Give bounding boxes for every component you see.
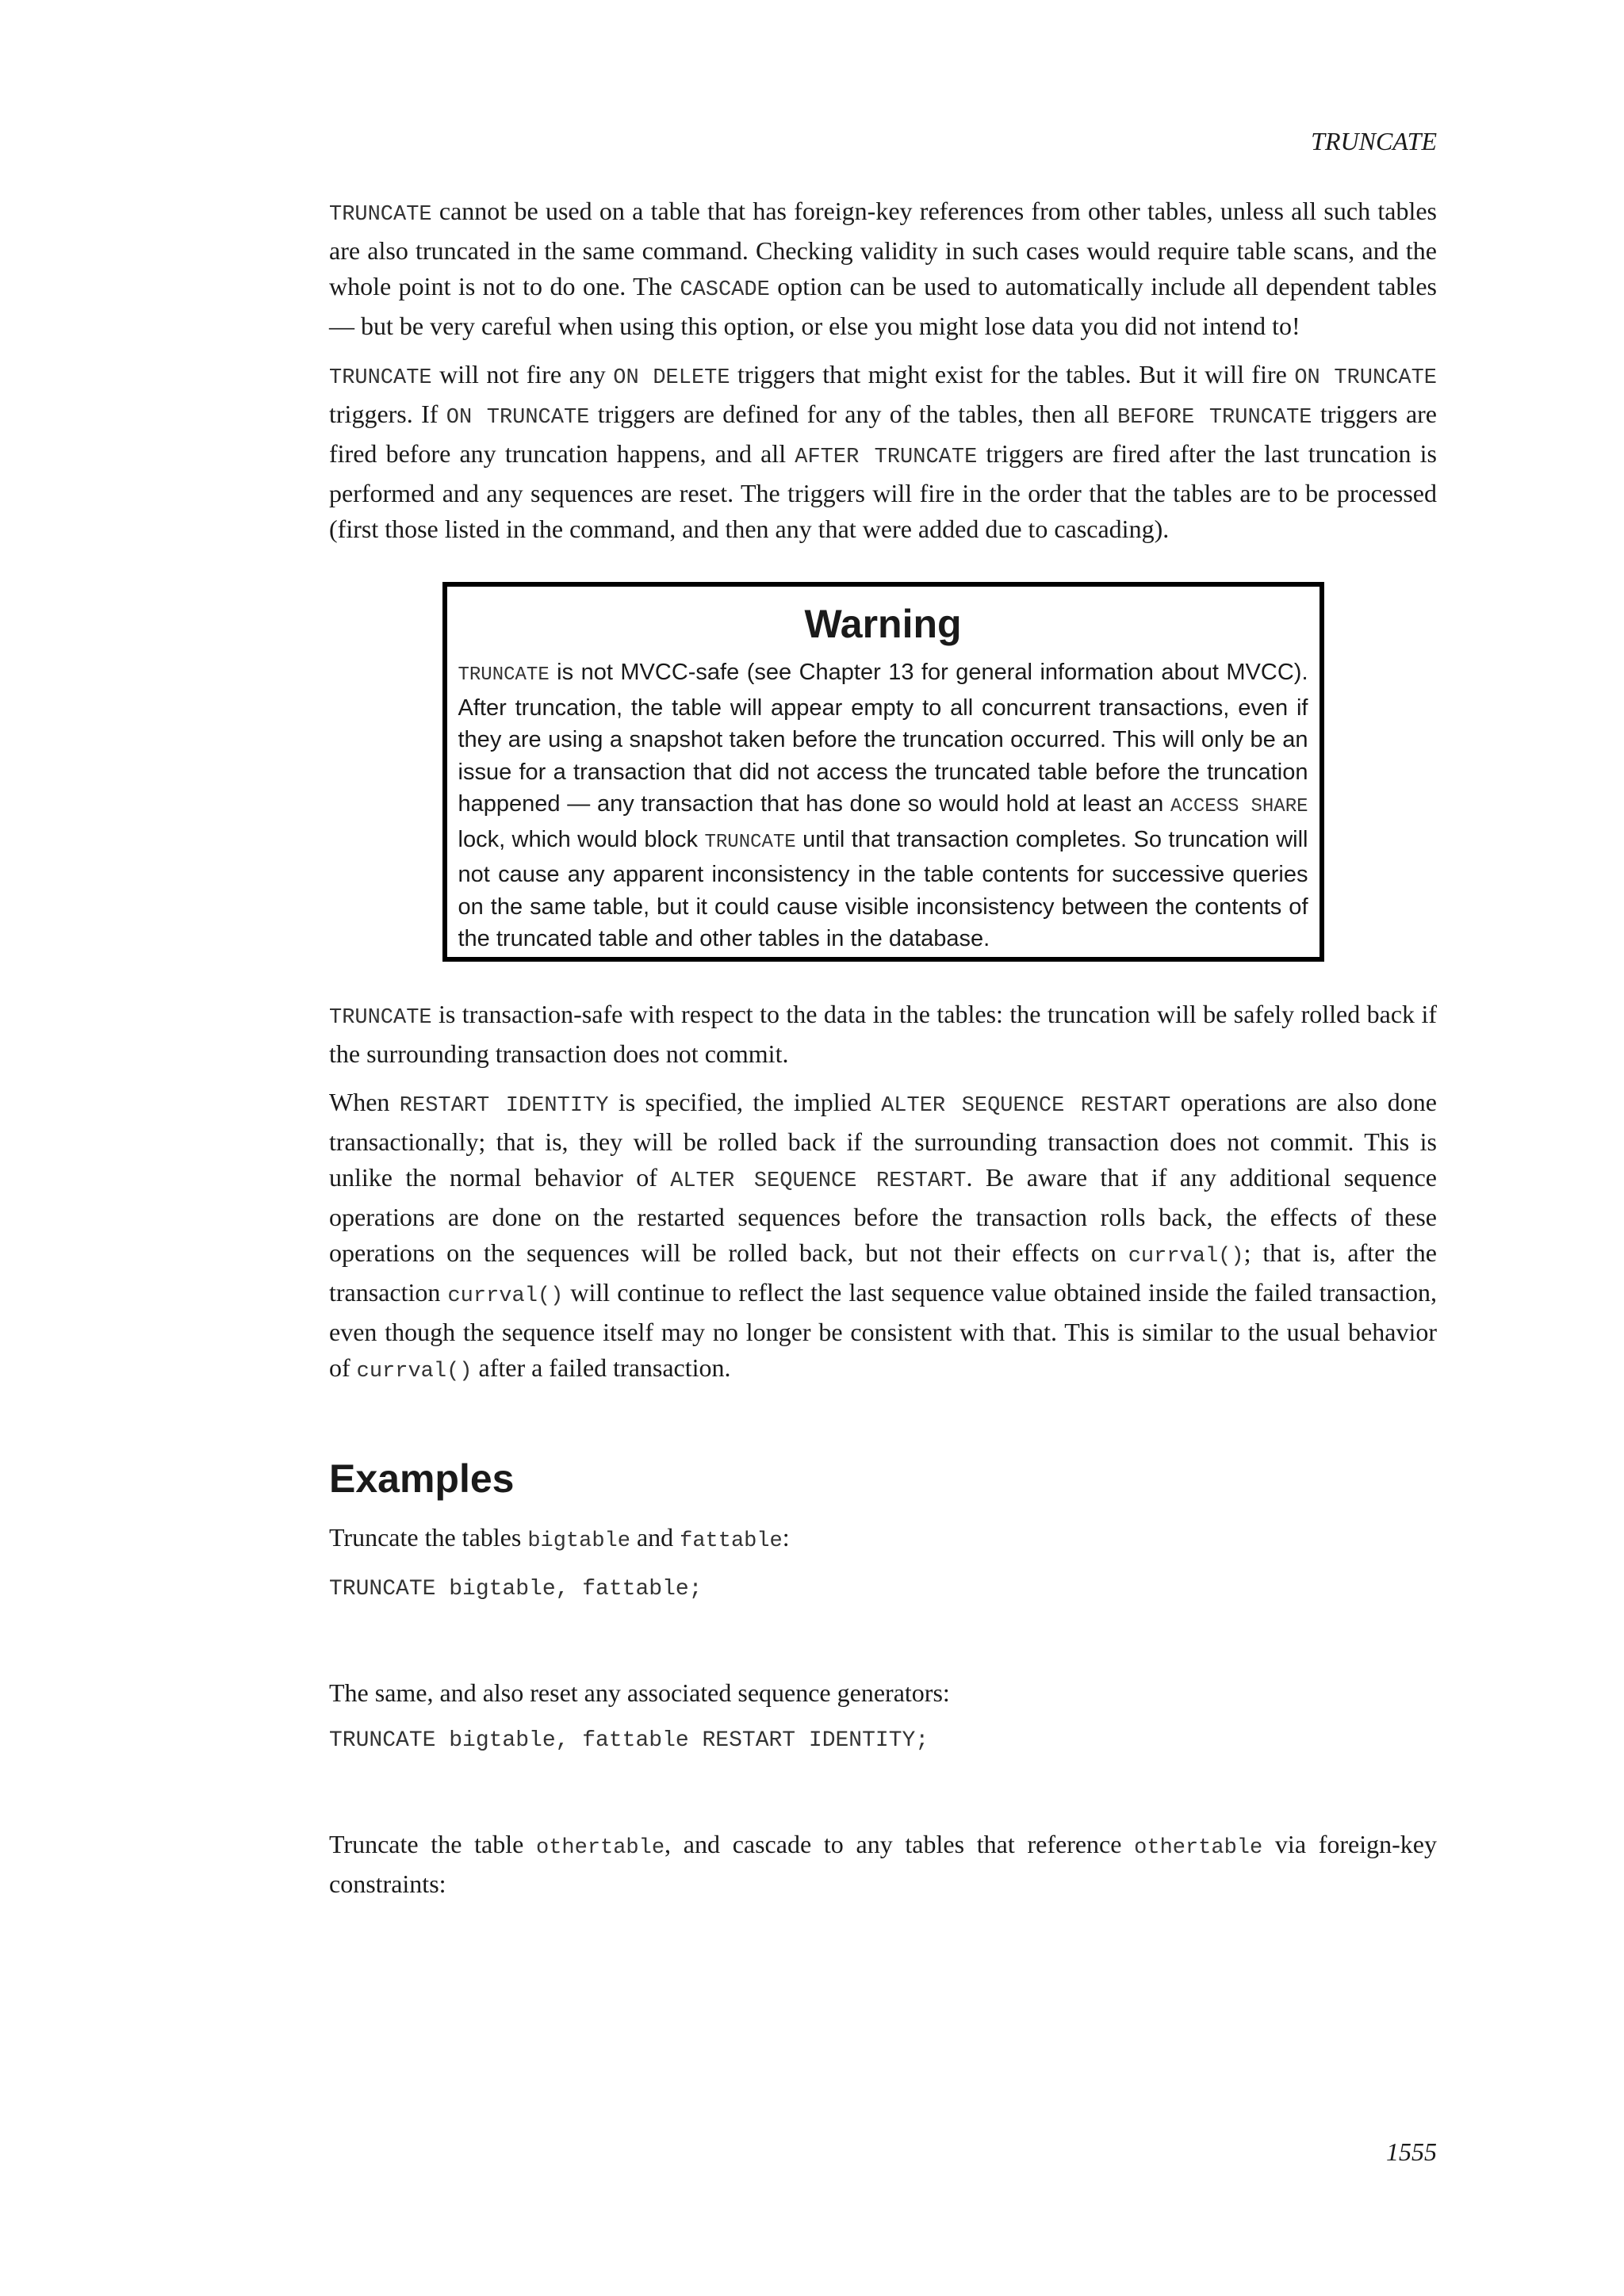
example-3-description xyxy=(329,1827,1437,1902)
paragraph-text: ; that is, after the transaction xyxy=(329,1238,1438,1307)
inline-code: RESTART IDENTITY xyxy=(399,1093,609,1118)
inline-code: currval() xyxy=(447,1284,564,1308)
paragraph-text: triggers are fired after the last truncation is performed and any sequences are reset. The triggers will fire in the order that the tables are to be processed (first those listed in the command, and then any that were added due to cascading). xyxy=(329,439,1438,543)
example-1-code: TRUNCATE bigtable, fattable; xyxy=(329,1576,703,1601)
example-2-description xyxy=(329,1675,1437,1711)
paragraph-text: after a failed transaction. xyxy=(472,1353,731,1382)
paragraph-foreign-key xyxy=(329,193,1437,344)
inline-code: CASCADE xyxy=(680,278,770,302)
inline-code: othertable xyxy=(536,1835,665,1860)
paragraph-text: The same, and also reset any associated sequence generators: xyxy=(329,1678,950,1707)
inline-code: currval() xyxy=(1128,1244,1244,1269)
paragraph-text: . Be aware that if any additional sequence operations are done on the restarted sequences before the transaction rolls back, the effects of these operations on the sequences will be rolled back, but not their effects on xyxy=(329,1162,1438,1267)
warning-text-segment: lock, which would block xyxy=(458,826,705,852)
inline-code: ON TRUNCATE xyxy=(1294,366,1438,390)
page-number: 1555 xyxy=(1386,2137,1437,2166)
example-1-description xyxy=(329,1520,1437,1559)
paragraph-text: will continue to reflect the last sequence value obtained inside the failed transaction, even though the sequence itself may no longer be consistent with that. This is similar to the usual behavior of xyxy=(329,1277,1438,1382)
inline-code: ON DELETE xyxy=(613,366,730,390)
document-page xyxy=(329,0,1437,2296)
warning-box xyxy=(442,582,1324,962)
paragraph-text: triggers that might exist for the tables. But it will fire xyxy=(730,360,1295,388)
inline-code: BEFORE TRUNCATE xyxy=(1117,406,1312,430)
paragraph-text: Truncate the tables xyxy=(329,1522,528,1552)
paragraph-transaction-safe xyxy=(329,997,1437,1072)
paragraph-text: When xyxy=(329,1087,400,1116)
paragraph-text: operations are also done transactionally; that is, they will be rolled back if the surrounding transaction does not commit. This is unlike the normal behavior of xyxy=(329,1087,1438,1192)
examples-heading: Examples xyxy=(329,1456,515,1501)
running-header: TRUNCATE xyxy=(1311,127,1437,155)
inline-code: ACCESS SHARE xyxy=(1170,796,1308,817)
inline-code: ALTER SEQUENCE RESTART xyxy=(881,1093,1171,1118)
paragraph-text: , and cascade to any tables that reference xyxy=(665,1829,1135,1858)
inline-code: fattable xyxy=(680,1529,783,1553)
inline-code: ALTER SEQUENCE RESTART xyxy=(670,1169,967,1193)
paragraph-text: triggers. If xyxy=(329,400,446,428)
inline-code: ON TRUNCATE xyxy=(446,406,590,430)
paragraph-text: triggers are fired before any truncation happens, and all xyxy=(329,400,1438,468)
warning-title: Warning xyxy=(804,602,962,646)
paragraph-text: cannot be used on a table that has foreign-key references from other tables, unless all such tables are also truncated in the same command. Checking validity in such cases would require table scans, and the whole point is not to do one. The xyxy=(329,197,1437,300)
inline-code: TRUNCATE xyxy=(329,366,432,390)
inline-code: currval() xyxy=(356,1359,473,1383)
paragraph-text: triggers are defined for any of the tables, then all xyxy=(589,400,1118,428)
inline-code: TRUNCATE xyxy=(329,203,432,227)
paragraph-triggers xyxy=(329,357,1437,547)
paragraph-text: : xyxy=(782,1522,790,1552)
example-2-code: TRUNCATE bigtable, fattable RESTART IDENTITY; xyxy=(329,1728,929,1753)
inline-code: othertable xyxy=(1134,1835,1263,1860)
inline-code: AFTER TRUNCATE xyxy=(795,446,978,469)
paragraph-restart-identity xyxy=(329,1085,1437,1390)
page-content xyxy=(329,193,1437,1915)
inline-code: TRUNCATE xyxy=(458,664,550,686)
paragraph-text: and xyxy=(630,1522,680,1552)
paragraph-text: will not fire any xyxy=(431,360,614,388)
paragraph-text: via foreign-key constraints: xyxy=(329,1829,1437,1898)
warning-text-segment: is not MVCC-safe (see Chapter 13 for general information about MVCC). After truncation, the table will appear empty to all concurrent transactions, even if they are using a snapshot taken before the truncation occurred. This will only be an issue for a transaction that did not access the truncated table before the truncation happened — any transaction that has done so would hold at least an xyxy=(458,660,1308,817)
paragraph-text: Truncate the table xyxy=(329,1829,537,1858)
paragraph-text: is transaction-safe with respect to the data in the tables: the truncation will be safely rolled back if the surrounding transaction does not commit. xyxy=(329,999,1437,1068)
warning-text-segment: until that transaction completes. So truncation will not cause any apparent inconsistency in the table contents for successive queries on the same table, but it could cause visible inconsistency between the contents of the truncated table and other tables in the database. xyxy=(458,826,1308,951)
inline-code: TRUNCATE xyxy=(329,1005,432,1030)
paragraph-text: option can be used to automatically include all dependent tables — but be very careful when using this option, or else you might lose data you did not intend to! xyxy=(329,272,1438,340)
warning-text xyxy=(458,656,1308,955)
paragraph-text: is specified, the implied xyxy=(608,1087,882,1116)
inline-code: bigtable xyxy=(527,1529,630,1553)
inline-code: TRUNCATE xyxy=(704,831,796,853)
